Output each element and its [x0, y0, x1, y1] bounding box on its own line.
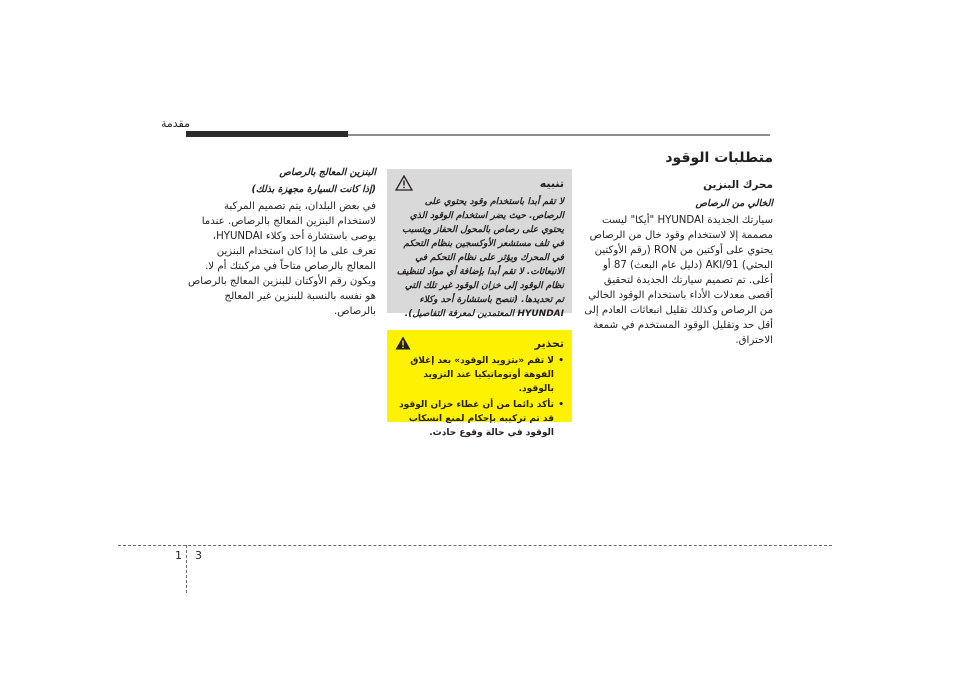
- warning-item: • تأكد دائما من أن غطاء خزان الوقود قد تم تركيبه بإحكام لمنع انسكاب الوقود في حالة وقوع حادث.: [395, 398, 564, 440]
- warning-label: تحذير: [534, 336, 564, 350]
- warning-header: [395, 336, 564, 350]
- warning-box: [387, 330, 572, 438]
- caution-triangle-icon: [395, 175, 413, 191]
- note-box: [387, 169, 572, 319]
- right-paragraph: [580, 213, 773, 348]
- chapter-number: 1: [175, 549, 182, 562]
- header-title: مقدمة: [160, 117, 190, 130]
- section-title: متطلبات الوقود: [665, 150, 773, 166]
- right-column: [580, 178, 773, 348]
- warning-item: • لا تقم «بتزويد الوقود» بعد إغلاق الفوهة أوتوماتيكيا عند التزويد بالوقود.: [395, 354, 564, 396]
- page-number: 3: [195, 549, 202, 562]
- right-heading: محرك البنزين: [703, 179, 773, 191]
- left-heading: البنزين المعالج بالرصاص: [279, 167, 376, 178]
- footer-dashed-divider: [186, 545, 187, 593]
- header-bar-line: [348, 134, 770, 136]
- left-paragraph: [186, 199, 376, 319]
- note-text: لا تقم أبدا باستخدام وقود يحتوي على الرصاص. حيث يضر استخدام الوقود الذي يحتوي على رصاص بالمحول الحفاز ويتسبب في تلف مستشعر الأوكسجين بنظام التحكم في المحرك ويؤثر على نظام التحكم في الانبعاثات. لا تقم أبدا بإضافة أي مواد لتنظيف نظام الوقود إلى خزان الوقود غير تلك التي تم تحديدها. (ننصح باستشارة أحد وكلاء HYUNDAI المعتمدين لمعرفة التفاصيل).: [396, 197, 564, 319]
- left-column: [186, 165, 376, 319]
- warning-list: [395, 354, 564, 440]
- right-paragraph-text: سيارتك الجديدة HYUNDAI "أيكا" ليست مصممة إلا لاستخدام وقود خال من الرصاص يحتوي على أوكتين من RON (رقم الأوكتين البحثي) AKI/91 (دليل عام البعث) 87 أو أعلى. تم تصميم سيارتك الجديدة لتحقيق أقصى معدلات الأداء باستخدام الوقود الخالي من الرصاص وكذلك تقليل انبعاثات العادم إلى أقل حد وتقليل الوقود المستخدم في شمعة الاحتراق.: [584, 215, 773, 346]
- left-subheading: (إذا كانت السيارة مجهزة بذلك): [251, 184, 376, 195]
- right-subheading: الخالي من الرصاص: [695, 198, 773, 209]
- header-bar-dark: [186, 131, 348, 137]
- footer-dashed-line: [118, 545, 832, 546]
- left-paragraph-text: في بعض البلدان، يتم تصميم المركبة لاستخدام البنزين المعالج بالرصاص. عندما يوصى باستشارة أحد وكلاء HYUNDAI، تعرف على ما إذا كان استخدام البنزين المعالج بالرصاص متاحاً في مركبتك أم لا. ويكون رقم الأوكتان للبنزين المعالج بالرصاص هو نفسه بالنسبة للبنزين غير المعالج بالرصاص.: [187, 201, 376, 317]
- warning-triangle-icon: [395, 336, 411, 350]
- note-header: [395, 175, 564, 191]
- note-label: تنبيه: [539, 176, 564, 190]
